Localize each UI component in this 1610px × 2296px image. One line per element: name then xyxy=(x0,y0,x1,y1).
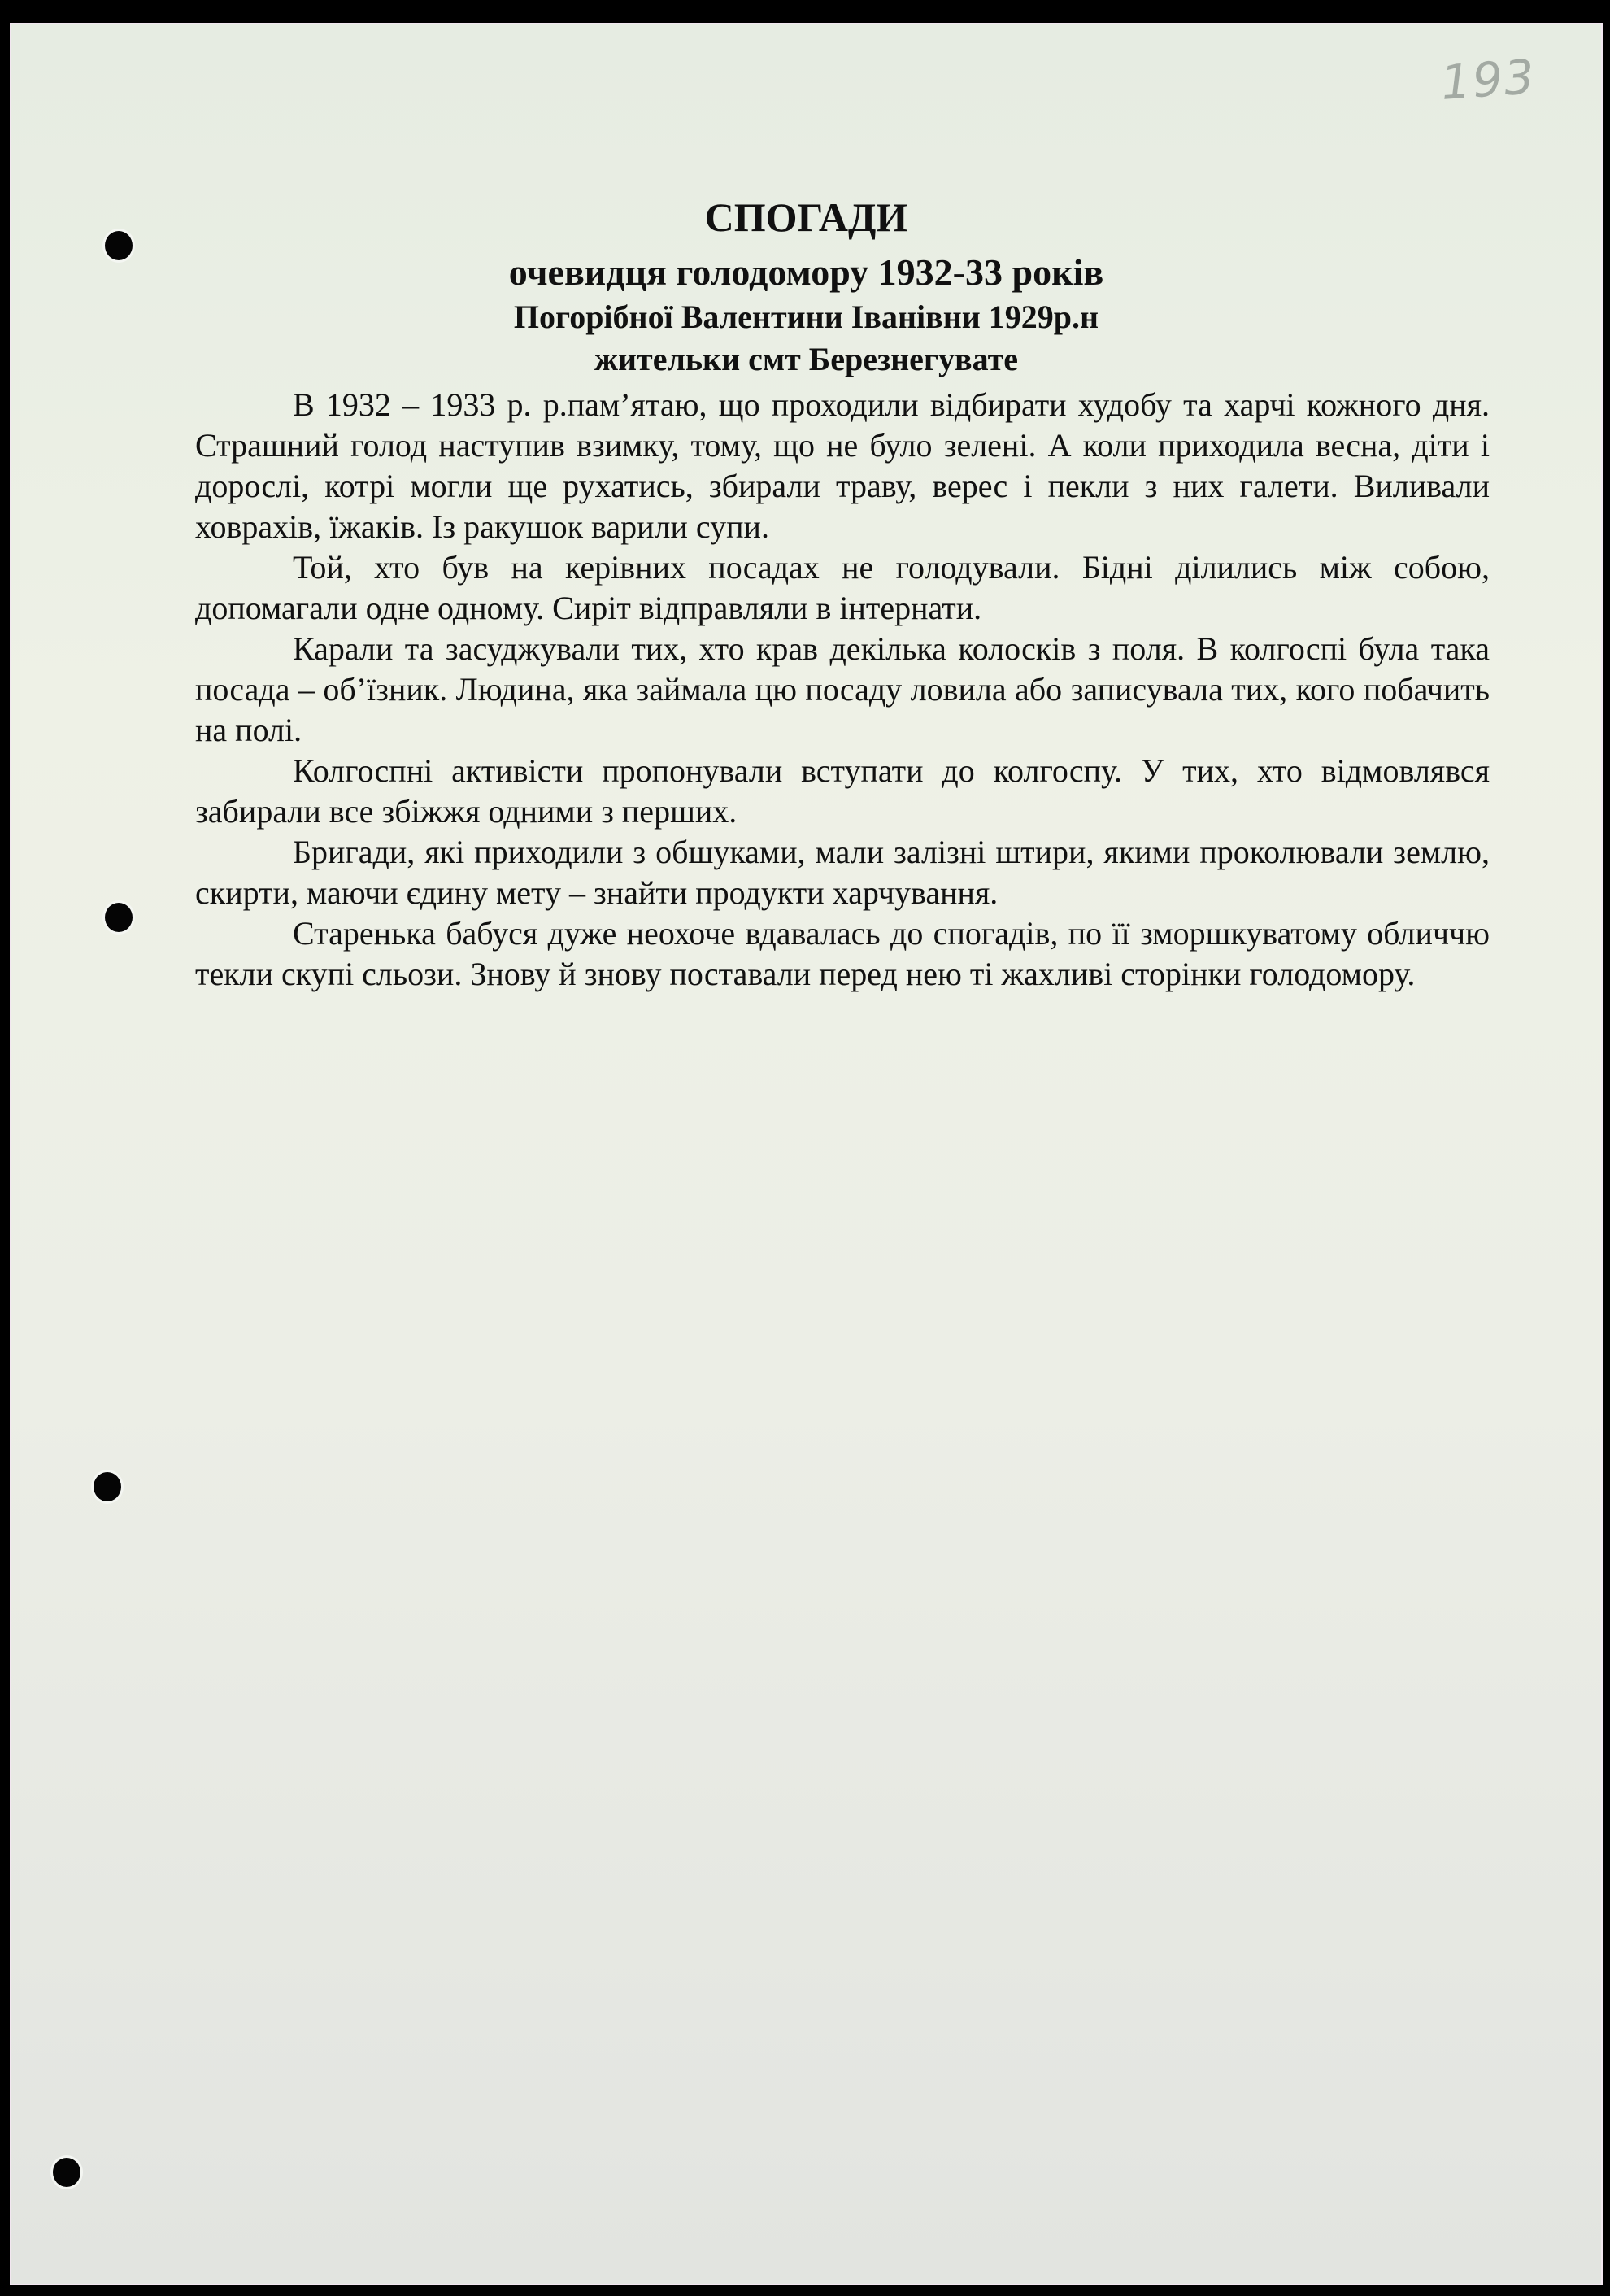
handwritten-page-number: 193 xyxy=(1439,49,1538,111)
paragraph: Старенька бабуся дуже неохоче вдавалась до спогадів, по її зморшкуватому обличчю текли скупі сльози. Знову й знову поставали перед нею ті жахливі сторінки голодомору. xyxy=(195,915,1490,992)
witness-residence: жительки смт Березнегувате xyxy=(594,341,1018,377)
paragraph: Бригади, які приходили з обшуками, мали залізні штири, якими проколювали землю, скирти, маючи єдину мету – знайти продукти харчування. xyxy=(195,834,1490,911)
paragraph: Колгоспні активісти пропонували вступати до колгоспу. У тих, хто відмовлявся забирали все збіжжя одними з перших. xyxy=(195,752,1490,830)
paragraph: В 1932 – 1933 р. р.пам’ятаю, що проходили відбирати худобу та харчі кожного дня. Страшний голод наступив взимку, тому, що не було зелені. А коли приходила весна, діти і дорослі, котрі могли ще рухатись, збирали траву, верес і пекли з них галети. Виливали ховрахів, їжаків. Із ракушок варили супи. xyxy=(195,386,1490,545)
document-page xyxy=(10,23,1603,2285)
punch-hole xyxy=(53,2158,80,2187)
document-title: СПОГАДИ xyxy=(704,194,908,240)
paragraph: Той, хто був на керівних посадах не голодували. Бідні ділились між собою, допомагали одне одному. Сиріт відправляли в інтернати. xyxy=(195,549,1490,626)
punch-hole xyxy=(105,903,133,932)
paragraph: Карали та засуджували тих, хто крав декілька колосків з поля. В колгоспі була така посада – об’їзник. Людина, яка займала цю посаду ловила або записувала тих, кого побачить на полі. xyxy=(195,630,1490,748)
witness-name: Погорібної Валентини Іванівни 1929р.н xyxy=(513,298,1099,335)
document-subtitle: очевидця голодомору 1932-33 років xyxy=(508,251,1104,293)
punch-hole xyxy=(94,1472,121,1501)
memoir-body xyxy=(195,385,1490,995)
